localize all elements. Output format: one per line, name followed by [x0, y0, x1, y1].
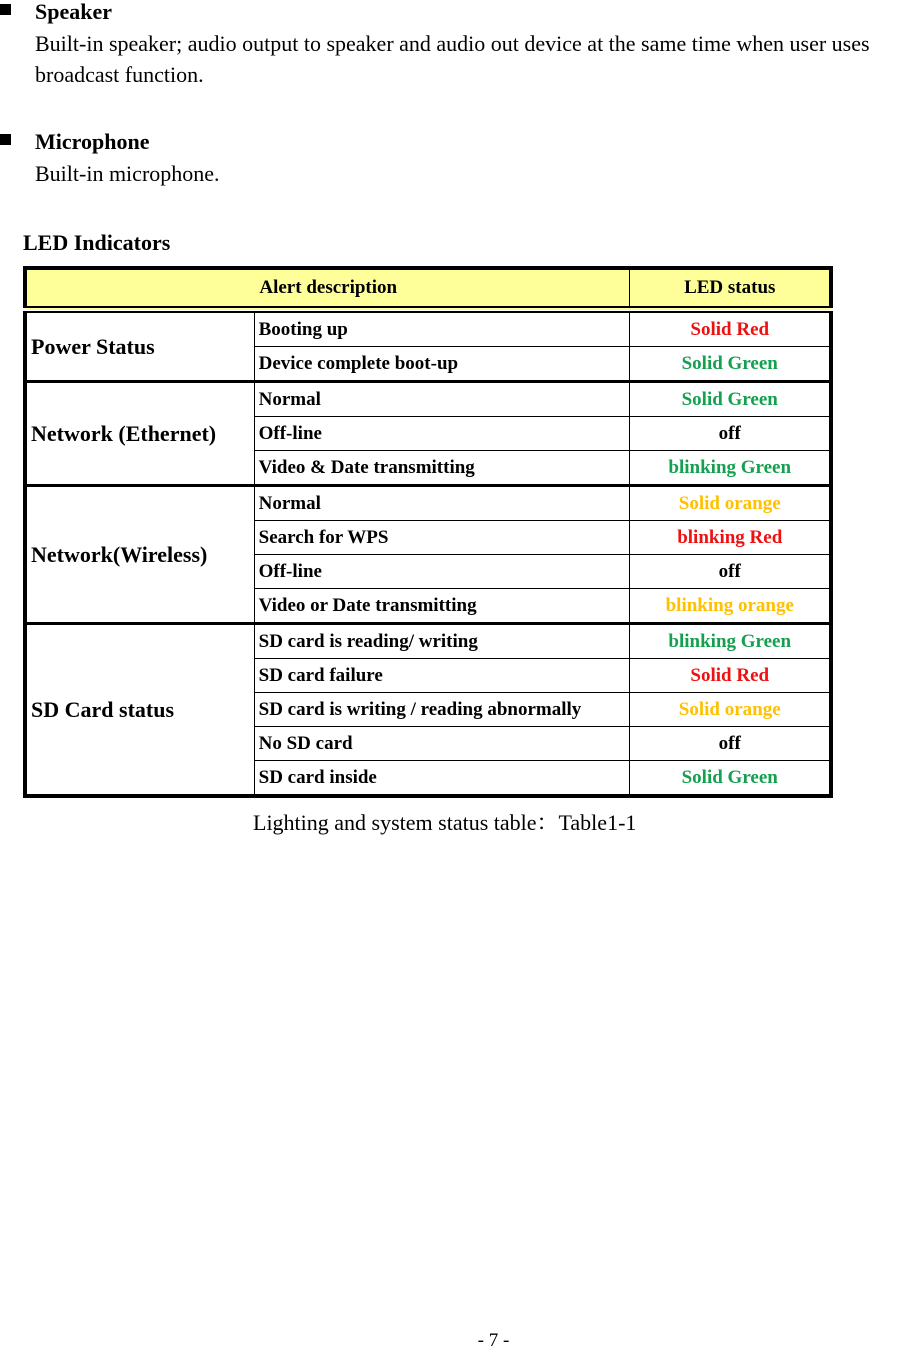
alert-description: Video or Date transmitting [254, 589, 630, 624]
header-led-status: LED status [630, 268, 831, 310]
led-status: Solid Green [630, 382, 831, 417]
alert-description: SD card is reading/ writing [254, 624, 630, 659]
square-bullet-icon [0, 134, 11, 145]
led-status: blinking Red [630, 521, 831, 555]
group-network-wireless [25, 486, 831, 624]
group-network-ethernet [25, 382, 831, 486]
section-text: Built-in speaker; audio output to speaker and audio out device at the same time when user uses broadcast function. [35, 31, 870, 87]
table-row [25, 486, 831, 521]
led-status: blinking Green [630, 624, 831, 659]
group-power-status [25, 310, 831, 382]
led-status: Solid orange [630, 486, 831, 521]
alert-description: Normal [254, 382, 630, 417]
page-number: - 7 - [477, 1330, 510, 1351]
group-name: SD Card status [25, 624, 254, 797]
led-status: Solid Green [630, 761, 831, 797]
alert-description: No SD card [254, 727, 630, 761]
table-header-row [25, 268, 831, 310]
alert-description: Search for WPS [254, 521, 630, 555]
led-status: Solid Red [630, 659, 831, 693]
alert-description: SD card inside [254, 761, 630, 797]
alert-description: Off-line [254, 417, 630, 451]
led-status: Solid Red [630, 310, 831, 347]
table-row [25, 382, 831, 417]
section-title: Speaker [35, 0, 112, 24]
alert-description: Device complete boot-up [254, 347, 630, 382]
table-row [25, 310, 831, 347]
alert-description: Off-line [254, 555, 630, 589]
table-row [25, 624, 831, 659]
header-alert-description: Alert description [25, 268, 630, 310]
led-status: off [630, 417, 831, 451]
square-bullet-icon [0, 4, 11, 15]
led-status: off [630, 727, 831, 761]
led-status: blinking orange [630, 589, 831, 624]
led-status: Solid Green [630, 347, 831, 382]
section-text: Built-in microphone. [35, 161, 220, 186]
group-name: Power Status [25, 310, 254, 382]
led-status: off [630, 555, 831, 589]
group-sd-card-status [25, 624, 831, 797]
group-name: Network(Wireless) [25, 486, 254, 624]
alert-description: Normal [254, 486, 630, 521]
alert-description: Booting up [254, 310, 630, 347]
alert-description: Video & Date transmitting [254, 451, 630, 486]
group-name: Network (Ethernet) [25, 382, 254, 486]
led-status: Solid orange [630, 693, 831, 727]
led-indicators-heading: LED Indicators [23, 230, 171, 255]
section-title: Microphone [35, 129, 150, 154]
led-status-table [23, 266, 833, 798]
led-status: blinking Green [630, 451, 831, 486]
table-caption: Lighting and system status table：Table1-1 [253, 810, 637, 835]
alert-description: SD card failure [254, 659, 630, 693]
alert-description: SD card is writing / reading abnormally [254, 693, 630, 727]
